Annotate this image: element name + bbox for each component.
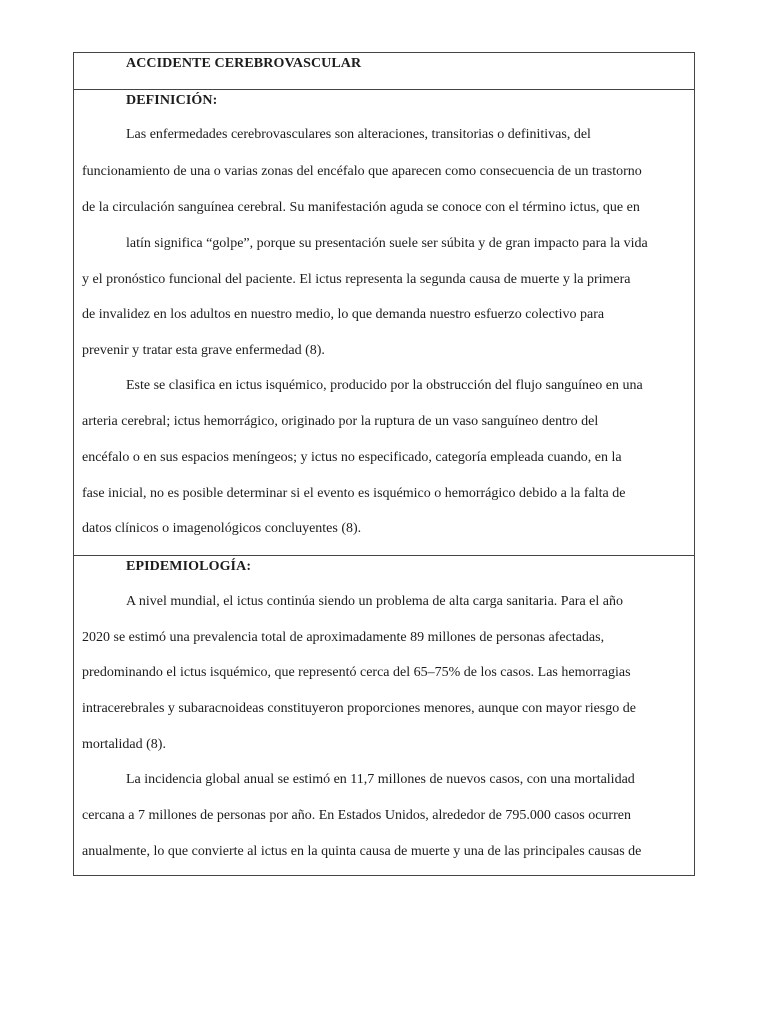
- divider: [74, 89, 694, 90]
- paragraph-line: cercana a 7 millones de personas por año. En Estados Unidos, alrededor de 795.000 casos ocurren: [82, 808, 631, 823]
- paragraph-line: encéfalo o en sus espacios meníngeos; y ictus no especificado, categoría empleada cuando, en la: [82, 450, 622, 465]
- paragraph-line: Las enfermedades cerebrovasculares son alteraciones, transitorias o definitivas, del: [126, 127, 591, 142]
- divider: [74, 555, 694, 556]
- document-table: [73, 52, 695, 876]
- paragraph-line: A nivel mundial, el ictus continúa siendo un problema de alta carga sanitaria. Para el año: [126, 594, 623, 609]
- paragraph-line: fase inicial, no es posible determinar si el evento es isquémico o hemorrágico debido a la falta de: [82, 486, 626, 501]
- paragraph-line: de la circulación sanguínea cerebral. Su manifestación aguda se conoce con el término ictus, que en: [82, 200, 640, 215]
- paragraph-line: y el pronóstico funcional del paciente. El ictus representa la segunda causa de muerte y la primera: [82, 272, 631, 287]
- paragraph-line: 2020 se estimó una prevalencia total de aproximadamente 89 millones de personas afectadas,: [82, 630, 605, 645]
- paragraph-line: de invalidez en los adultos en nuestro medio, lo que demanda nuestro esfuerzo colectivo para: [82, 307, 605, 322]
- paragraph-line: prevenir y tratar esta grave enfermedad (8).: [82, 343, 325, 358]
- paragraph-line: funcionamiento de una o varias zonas del encéfalo que aparecen como consecuencia de un trastorno: [82, 164, 642, 179]
- document-title: ACCIDENTE CEREBROVASCULAR: [126, 56, 362, 71]
- paragraph-line: arteria cerebral; ictus hemorrágico, originado por la ruptura de un vaso sanguíneo dentro del: [82, 414, 599, 429]
- paragraph-line: latín significa “golpe”, porque su presentación suele ser súbita y de gran impacto para la vida: [126, 236, 648, 251]
- definition-heading: DEFINICIÓN:: [126, 93, 218, 108]
- paragraph-line: mortalidad (8).: [82, 737, 166, 752]
- epidemiology-heading: EPIDEMIOLOGÍA:: [126, 559, 252, 574]
- paragraph-line: intracerebrales y subaracnoideas constituyeron proporciones menores, aunque con mayor riesgo de: [82, 701, 636, 716]
- paragraph-line: anualmente, lo que convierte al ictus en la quinta causa de muerte y una de las principales causas de: [82, 844, 642, 859]
- paragraph-line: datos clínicos o imagenológicos concluyentes (8).: [82, 521, 362, 536]
- paragraph-line: La incidencia global anual se estimó en 11,7 millones de nuevos casos, con una mortalidad: [126, 772, 635, 787]
- paragraph-line: predominando el ictus isquémico, que representó cerca del 65–75% de los casos. Las hemorragias: [82, 665, 631, 680]
- paragraph-line: Este se clasifica en ictus isquémico, producido por la obstrucción del flujo sanguíneo en una: [126, 378, 643, 393]
